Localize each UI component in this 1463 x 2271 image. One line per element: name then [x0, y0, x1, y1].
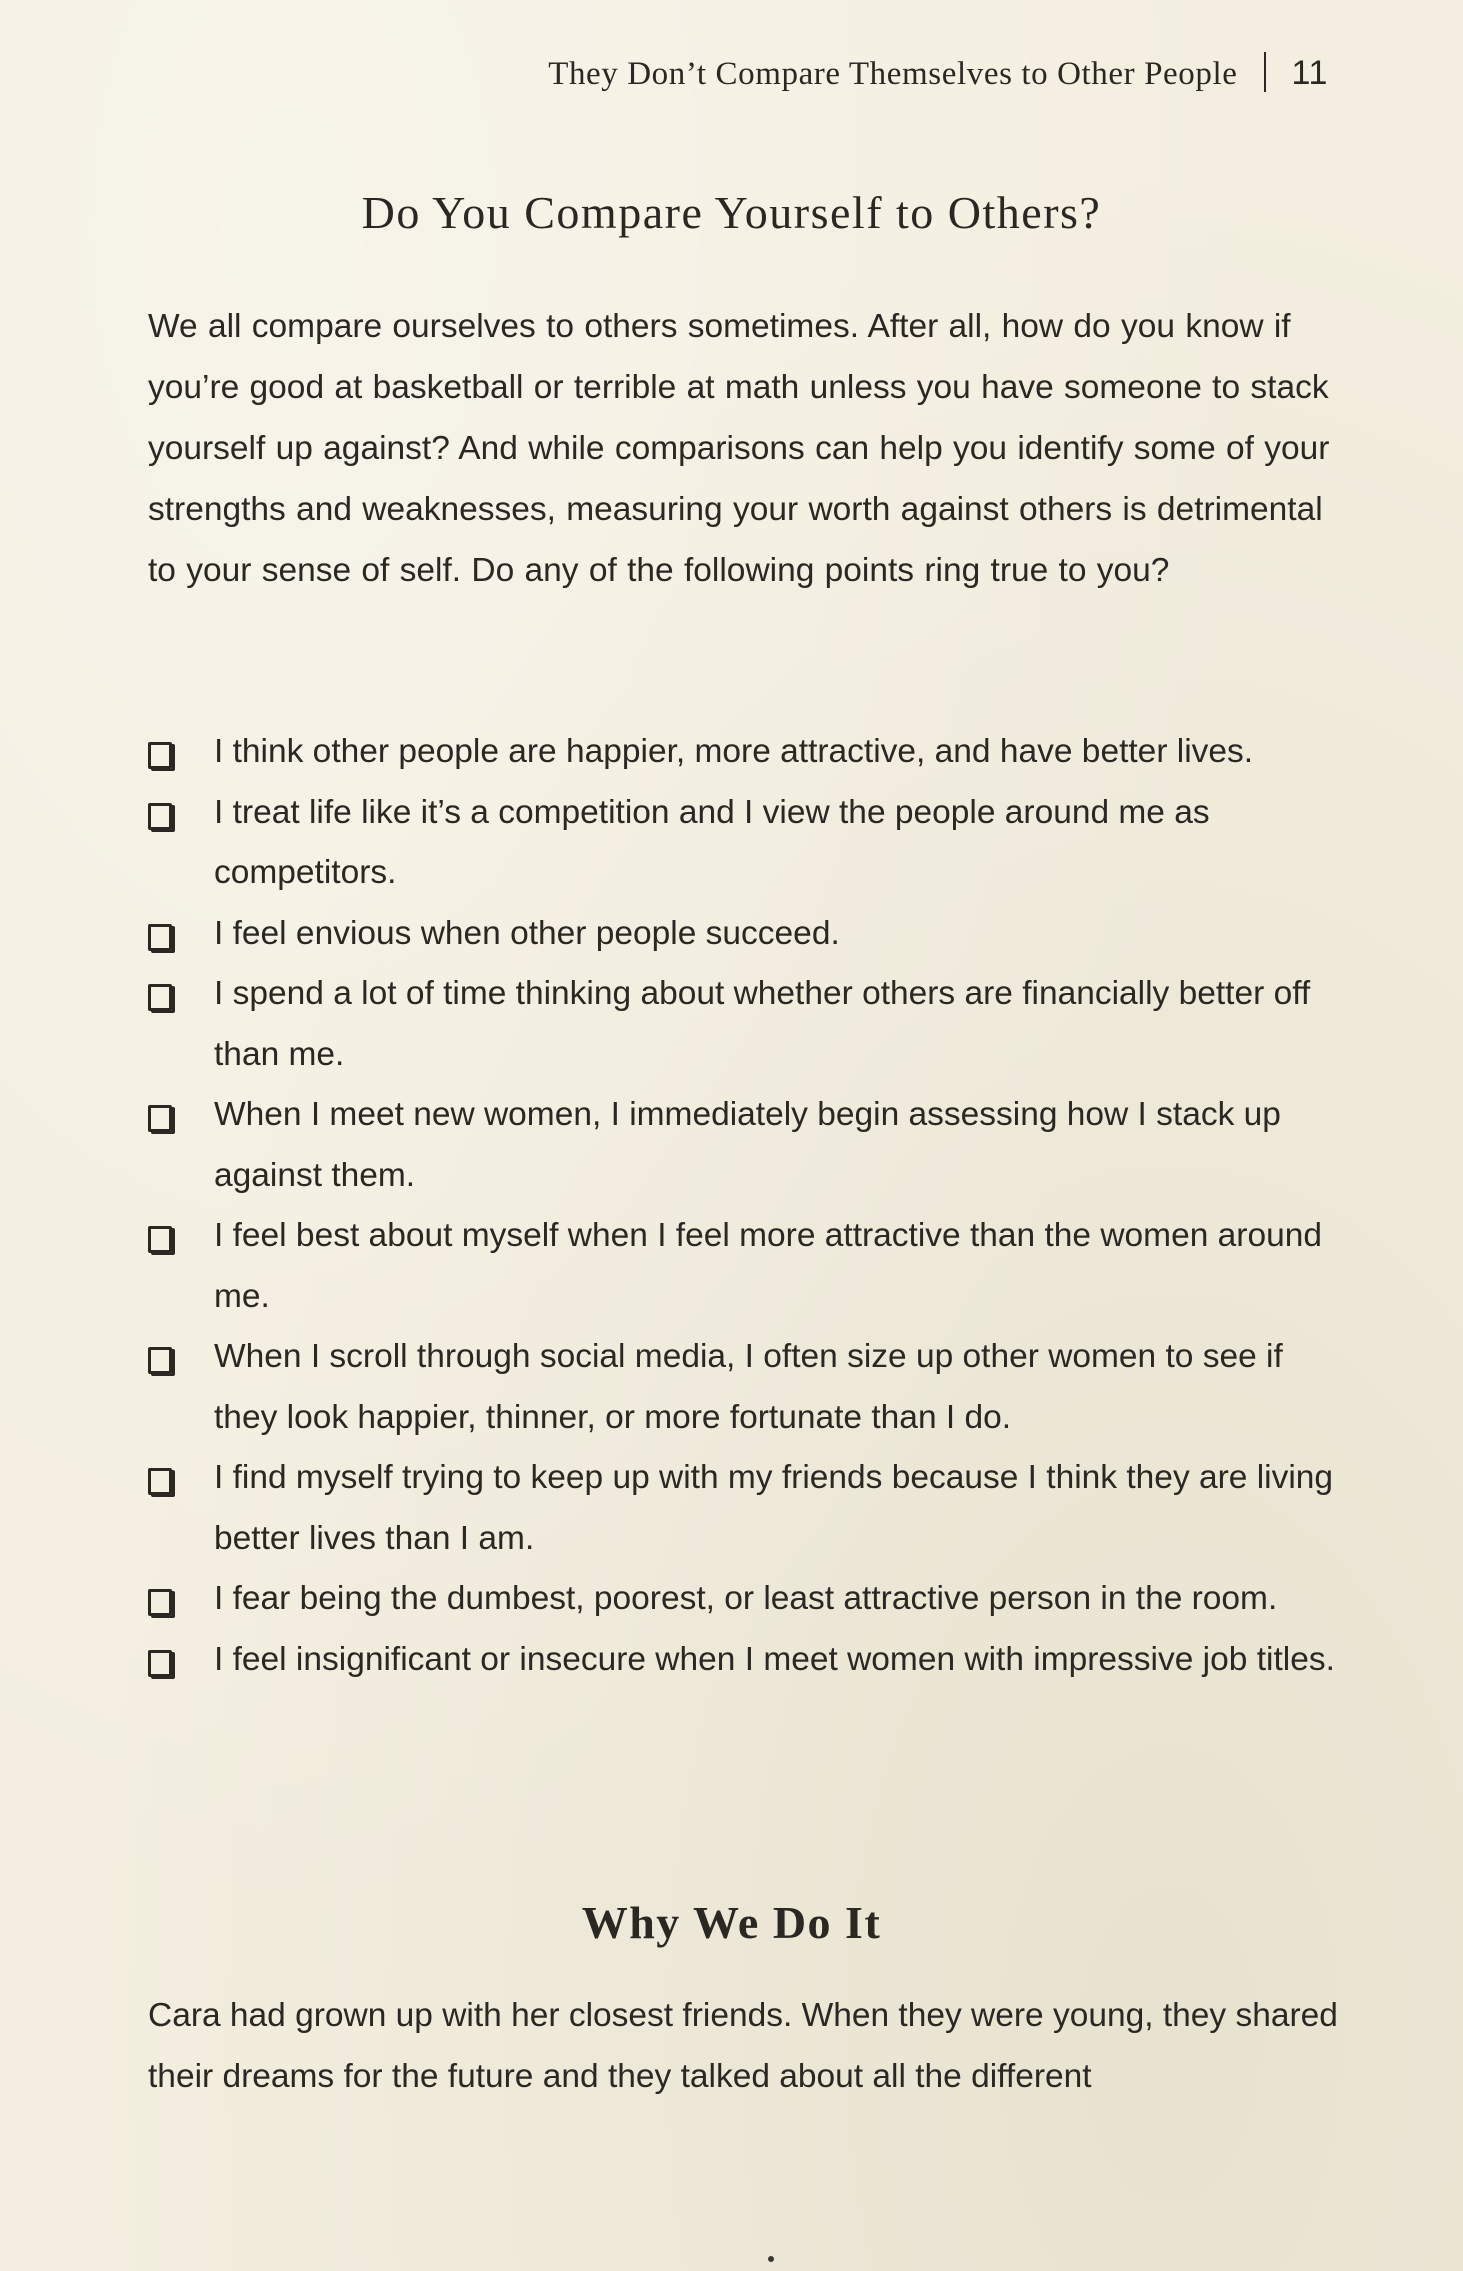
checkbox-icon	[148, 1347, 172, 1374]
checkbox-icon	[148, 1468, 172, 1495]
checkbox-icon	[148, 984, 172, 1011]
checklist-item	[148, 783, 1338, 904]
checklist-item	[148, 1206, 1338, 1327]
subsection-heading: Why We Do It	[581, 1897, 882, 1948]
checklist-item-text: I treat life like it’s a competition and I view the people around me as competitors.	[214, 793, 1210, 891]
checkbox-icon	[148, 1105, 172, 1132]
checklist-item-text: When I scroll through social media, I often size up other women to see if they look happier, thinner, or more fortunate than I do.	[214, 1338, 1283, 1436]
running-head	[548, 52, 1328, 93]
checklist-item	[148, 904, 1338, 965]
checklist-item	[148, 1085, 1338, 1206]
checkbox-icon	[148, 1589, 172, 1616]
checklist-item	[148, 964, 1338, 1085]
checklist-item-text: I find myself trying to keep up with my friends because I think they are living better lives than I am.	[214, 1459, 1334, 1557]
checklist-item-text: I feel best about myself when I feel more attractive than the women around me.	[214, 1217, 1322, 1315]
checkbox-icon	[148, 1650, 172, 1677]
checkbox-icon	[148, 742, 172, 769]
checklist-item-text: I feel insignificant or insecure when I meet women with impressive job titles.	[214, 1640, 1335, 1678]
running-head-title: They Don’t Compare Themselves to Other People	[548, 56, 1238, 92]
checkbox-icon	[148, 1226, 172, 1253]
checklist-item-text: I feel envious when other people succeed.	[214, 914, 840, 952]
checklist-item-text: When I meet new women, I immediately begin assessing how I stack up against them.	[214, 1096, 1281, 1194]
checklist-item	[148, 1630, 1338, 1691]
ink-speck	[768, 2256, 774, 2262]
page-number: 11	[1291, 54, 1328, 92]
checklist-item	[148, 1569, 1338, 1630]
checkbox-icon	[148, 924, 172, 951]
checklist-item-text: I spend a lot of time thinking about whether others are financially better off than me.	[214, 975, 1311, 1073]
intro-paragraph: We all compare ourselves to others sometimes. After all, how do you know if you’re good at basketball or terrible at math unless you have someone to stack yourself up against? And while comparisons can help you identify some of your strengths and weaknesses, measuring your worth against others is detrimental to your sense of self. Do any of the following points ring true to you?	[148, 308, 1330, 589]
checklist-item-text: I fear being the dumbest, poorest, or least attractive person in the room.	[214, 1580, 1278, 1617]
section-heading: Do You Compare Yourself to Others?	[361, 187, 1102, 238]
checklist-item	[148, 722, 1338, 783]
checkbox-icon	[148, 803, 172, 830]
header-divider	[1264, 52, 1266, 92]
body-paragraph: Cara had grown up with her closest friends. When they were young, they shared their dreams for the future and they talked about all the different	[148, 1997, 1338, 2095]
checklist-item	[148, 1327, 1338, 1448]
checklist-item	[148, 1448, 1338, 1569]
checklist	[148, 722, 1338, 1690]
checklist-item-text: I think other people are happier, more attractive, and have better lives.	[214, 733, 1254, 770]
